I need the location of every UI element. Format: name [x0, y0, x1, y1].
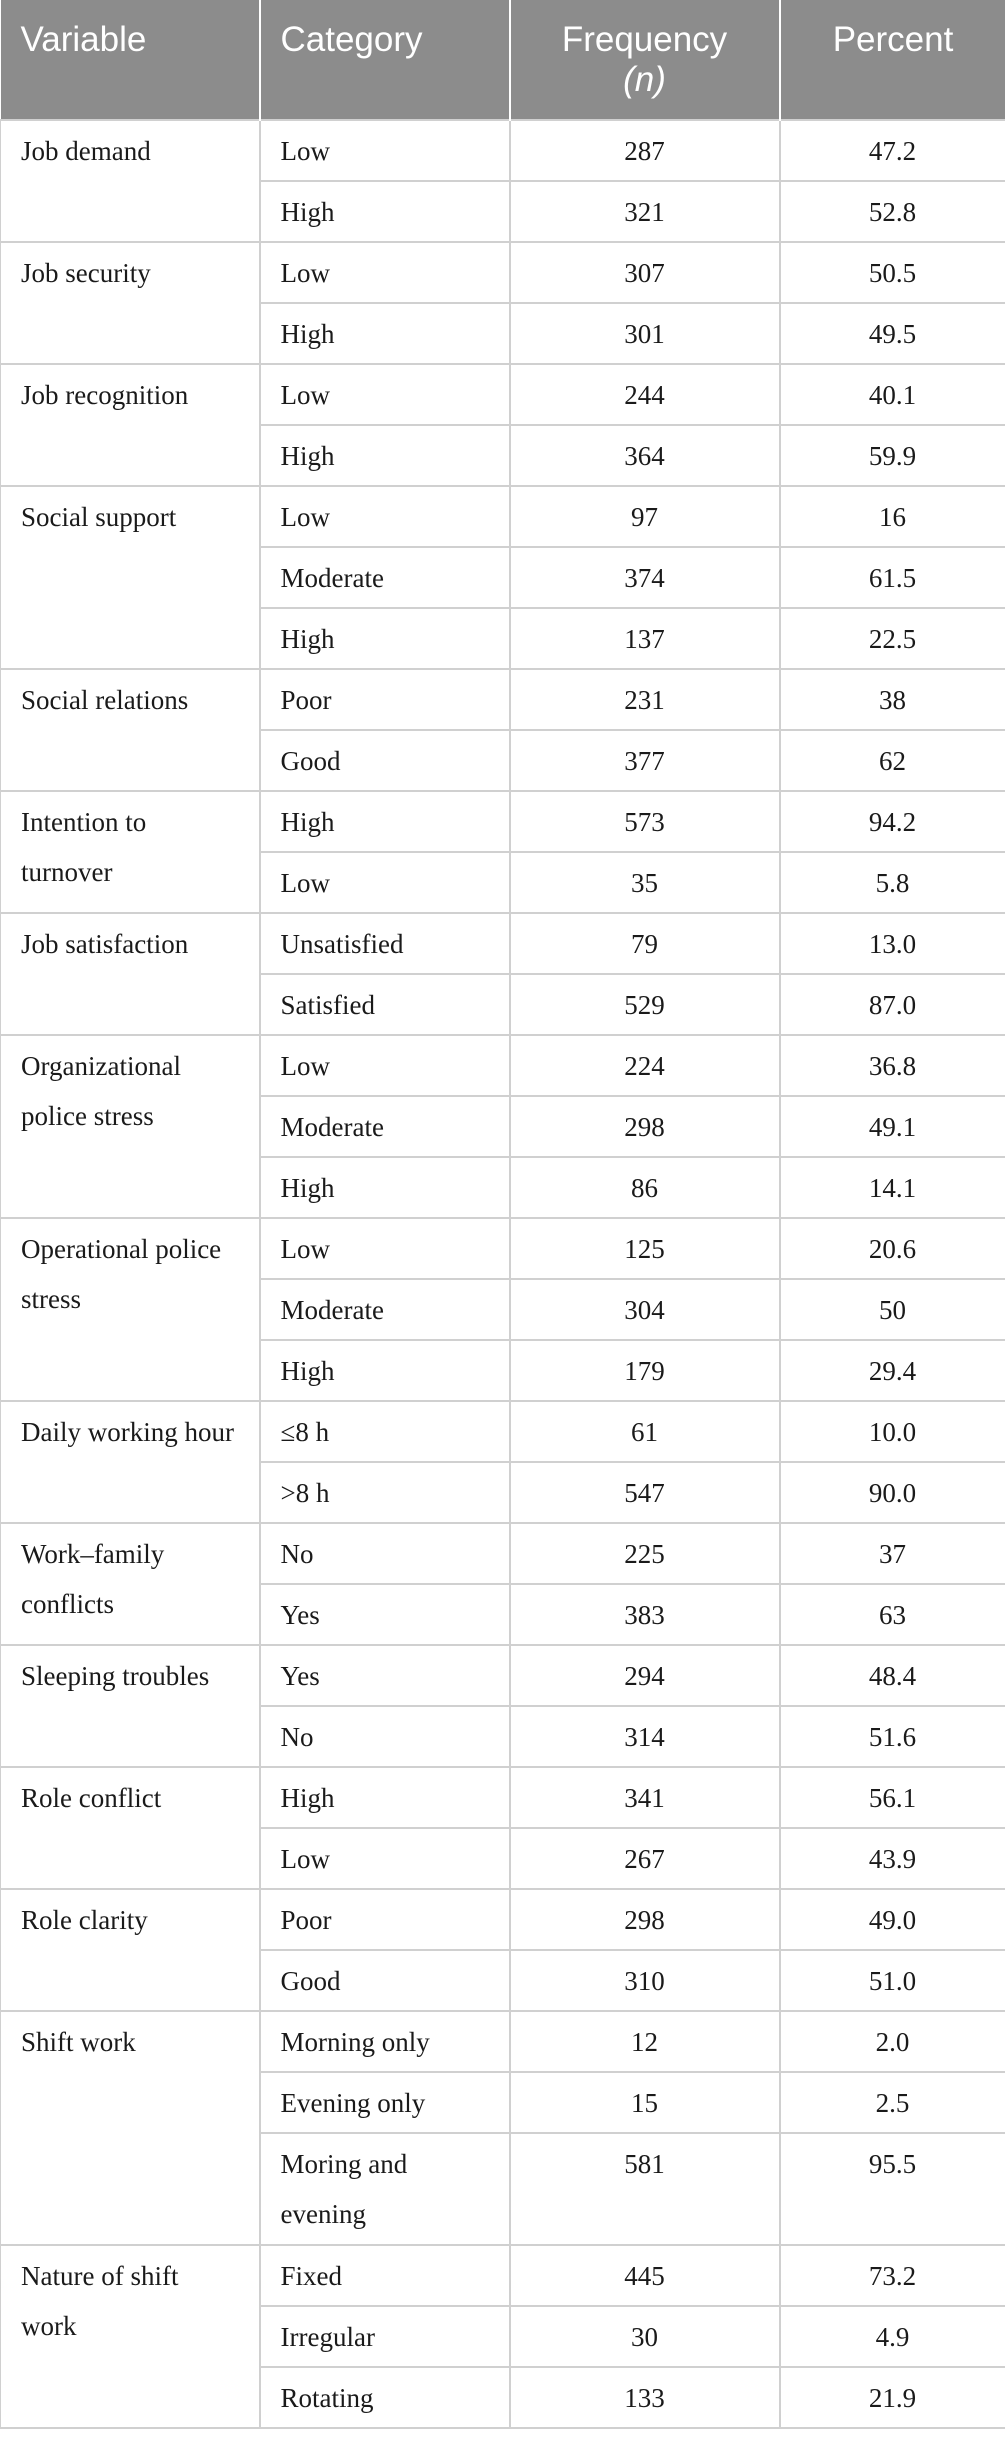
- table-row: [1, 1523, 1005, 1584]
- table-row: [1, 1401, 1005, 1462]
- category-cell: Evening only: [260, 2072, 510, 2133]
- category-cell: High: [260, 1767, 510, 1828]
- percent-cell: 20.6: [780, 1218, 1005, 1279]
- frequency-cell: 298: [510, 1889, 780, 1950]
- category-cell: Low: [260, 120, 510, 181]
- category-cell: Moderate: [260, 1279, 510, 1340]
- percent-cell: 4.9: [780, 2306, 1005, 2367]
- table-row: [1, 2011, 1005, 2072]
- percent-cell: 40.1: [780, 364, 1005, 425]
- percent-cell: 94.2: [780, 791, 1005, 852]
- frequency-cell: 364: [510, 425, 780, 486]
- percent-cell: 95.5: [780, 2133, 1005, 2245]
- category-cell: Unsatisfied: [260, 913, 510, 974]
- variable-cell: Job satisfaction: [1, 913, 260, 1035]
- table-row: [1, 1035, 1005, 1096]
- percent-cell: 16: [780, 486, 1005, 547]
- category-cell: High: [260, 181, 510, 242]
- category-cell: Fixed: [260, 2245, 510, 2306]
- category-cell: Good: [260, 1950, 510, 2011]
- variable-cell: Social support: [1, 486, 260, 669]
- header-frequency: [510, 0, 780, 120]
- frequency-cell: 314: [510, 1706, 780, 1767]
- category-cell: Low: [260, 852, 510, 913]
- category-cell: Yes: [260, 1645, 510, 1706]
- variable-cell: Role conflict: [1, 1767, 260, 1889]
- percent-cell: 50: [780, 1279, 1005, 1340]
- category-cell: Yes: [260, 1584, 510, 1645]
- percent-cell: 14.1: [780, 1157, 1005, 1218]
- percent-cell: 13.0: [780, 913, 1005, 974]
- frequency-cell: 225: [510, 1523, 780, 1584]
- variable-cell: Shift work: [1, 2011, 260, 2245]
- percent-cell: 48.4: [780, 1645, 1005, 1706]
- frequency-cell: 97: [510, 486, 780, 547]
- percent-cell: 29.4: [780, 1340, 1005, 1401]
- table-row: [1, 791, 1005, 852]
- category-cell: Moderate: [260, 547, 510, 608]
- frequency-cell: 137: [510, 608, 780, 669]
- frequency-cell: 125: [510, 1218, 780, 1279]
- frequency-cell: 581: [510, 2133, 780, 2245]
- percent-cell: 56.1: [780, 1767, 1005, 1828]
- frequency-cell: 374: [510, 547, 780, 608]
- category-cell: High: [260, 608, 510, 669]
- category-cell: High: [260, 303, 510, 364]
- header-frequency-sub: (n): [623, 60, 666, 99]
- frequency-cell: 133: [510, 2367, 780, 2428]
- category-cell: High: [260, 1157, 510, 1218]
- category-cell: Morning only: [260, 2011, 510, 2072]
- frequency-cell: 35: [510, 852, 780, 913]
- frequency-cell: 79: [510, 913, 780, 974]
- frequency-cell: 86: [510, 1157, 780, 1218]
- table-row: [1, 486, 1005, 547]
- frequency-cell: 321: [510, 181, 780, 242]
- frequency-cell: 231: [510, 669, 780, 730]
- percent-cell: 61.5: [780, 547, 1005, 608]
- frequency-cell: 341: [510, 1767, 780, 1828]
- frequency-cell: 310: [510, 1950, 780, 2011]
- frequency-cell: 61: [510, 1401, 780, 1462]
- table-row: [1, 242, 1005, 303]
- frequency-cell: 287: [510, 120, 780, 181]
- percent-cell: 49.5: [780, 303, 1005, 364]
- frequency-cell: 383: [510, 1584, 780, 1645]
- percent-cell: 52.8: [780, 181, 1005, 242]
- table-row: [1, 1889, 1005, 1950]
- category-cell: Moring and evening: [260, 2133, 510, 2245]
- percent-cell: 36.8: [780, 1035, 1005, 1096]
- category-cell: No: [260, 1706, 510, 1767]
- variable-cell: Intention to turnover: [1, 791, 260, 913]
- percent-cell: 51.0: [780, 1950, 1005, 2011]
- category-cell: Poor: [260, 1889, 510, 1950]
- frequency-cell: 224: [510, 1035, 780, 1096]
- variable-cell: Operational police stress: [1, 1218, 260, 1401]
- percent-cell: 50.5: [780, 242, 1005, 303]
- percent-cell: 37: [780, 1523, 1005, 1584]
- category-cell: Moderate: [260, 1096, 510, 1157]
- variable-cell: Job demand: [1, 120, 260, 242]
- category-cell: Low: [260, 1828, 510, 1889]
- category-cell: No: [260, 1523, 510, 1584]
- percent-cell: 2.0: [780, 2011, 1005, 2072]
- percent-cell: 22.5: [780, 608, 1005, 669]
- table-row: [1, 120, 1005, 181]
- variable-cell: Sleeping troubles: [1, 1645, 260, 1767]
- percent-cell: 90.0: [780, 1462, 1005, 1523]
- frequency-cell: 267: [510, 1828, 780, 1889]
- table-row: [1, 913, 1005, 974]
- variable-cell: Role clarity: [1, 1889, 260, 2011]
- variable-cell: Nature of shift work: [1, 2245, 260, 2428]
- percent-cell: 59.9: [780, 425, 1005, 486]
- category-cell: Low: [260, 1035, 510, 1096]
- variable-cell: Job recognition: [1, 364, 260, 486]
- table-row: [1, 1218, 1005, 1279]
- percent-cell: 2.5: [780, 2072, 1005, 2133]
- table-row: [1, 1767, 1005, 1828]
- category-cell: High: [260, 425, 510, 486]
- category-cell: Satisfied: [260, 974, 510, 1035]
- header-row: [1, 0, 1005, 120]
- percent-cell: 51.6: [780, 1706, 1005, 1767]
- frequency-cell: 244: [510, 364, 780, 425]
- frequency-cell: 294: [510, 1645, 780, 1706]
- category-cell: Low: [260, 1218, 510, 1279]
- percent-cell: 62: [780, 730, 1005, 791]
- frequency-cell: 307: [510, 242, 780, 303]
- percent-cell: 10.0: [780, 1401, 1005, 1462]
- table-body: [1, 120, 1005, 2428]
- percent-cell: 87.0: [780, 974, 1005, 1035]
- category-cell: Low: [260, 364, 510, 425]
- header-frequency-label: Frequency: [561, 20, 728, 59]
- variable-cell: Social relations: [1, 669, 260, 791]
- variable-cell: Daily working hour: [1, 1401, 260, 1523]
- category-cell: Low: [260, 242, 510, 303]
- header-percent: Percent: [780, 0, 1005, 120]
- frequency-cell: 301: [510, 303, 780, 364]
- category-cell: >8 h: [260, 1462, 510, 1523]
- frequency-cell: 298: [510, 1096, 780, 1157]
- percent-cell: 49.1: [780, 1096, 1005, 1157]
- category-cell: Irregular: [260, 2306, 510, 2367]
- percent-cell: 21.9: [780, 2367, 1005, 2428]
- percent-cell: 38: [780, 669, 1005, 730]
- variable-cell: Work–family conflicts: [1, 1523, 260, 1645]
- frequency-cell: 445: [510, 2245, 780, 2306]
- frequency-cell: 30: [510, 2306, 780, 2367]
- category-cell: Low: [260, 486, 510, 547]
- table-row: [1, 669, 1005, 730]
- frequency-cell: 304: [510, 1279, 780, 1340]
- percent-cell: 63: [780, 1584, 1005, 1645]
- frequency-cell: 12: [510, 2011, 780, 2072]
- percent-cell: 73.2: [780, 2245, 1005, 2306]
- frequency-cell: 529: [510, 974, 780, 1035]
- table-row: [1, 364, 1005, 425]
- category-cell: Poor: [260, 669, 510, 730]
- table-row: [1, 2245, 1005, 2306]
- table-header: [1, 0, 1005, 120]
- header-variable: Variable: [1, 0, 260, 120]
- header-category: Category: [260, 0, 510, 120]
- percent-cell: 49.0: [780, 1889, 1005, 1950]
- frequency-cell: 15: [510, 2072, 780, 2133]
- variable-cell: Organizational police stress: [1, 1035, 260, 1218]
- category-cell: Rotating: [260, 2367, 510, 2428]
- percent-cell: 43.9: [780, 1828, 1005, 1889]
- frequency-cell: 547: [510, 1462, 780, 1523]
- percent-cell: 5.8: [780, 852, 1005, 913]
- variable-cell: Job security: [1, 242, 260, 364]
- frequency-cell: 179: [510, 1340, 780, 1401]
- table-row: [1, 1645, 1005, 1706]
- category-cell: High: [260, 1340, 510, 1401]
- category-cell: Good: [260, 730, 510, 791]
- frequency-cell: 573: [510, 791, 780, 852]
- percent-cell: 47.2: [780, 120, 1005, 181]
- frequency-cell: 377: [510, 730, 780, 791]
- category-cell: ≤8 h: [260, 1401, 510, 1462]
- category-cell: High: [260, 791, 510, 852]
